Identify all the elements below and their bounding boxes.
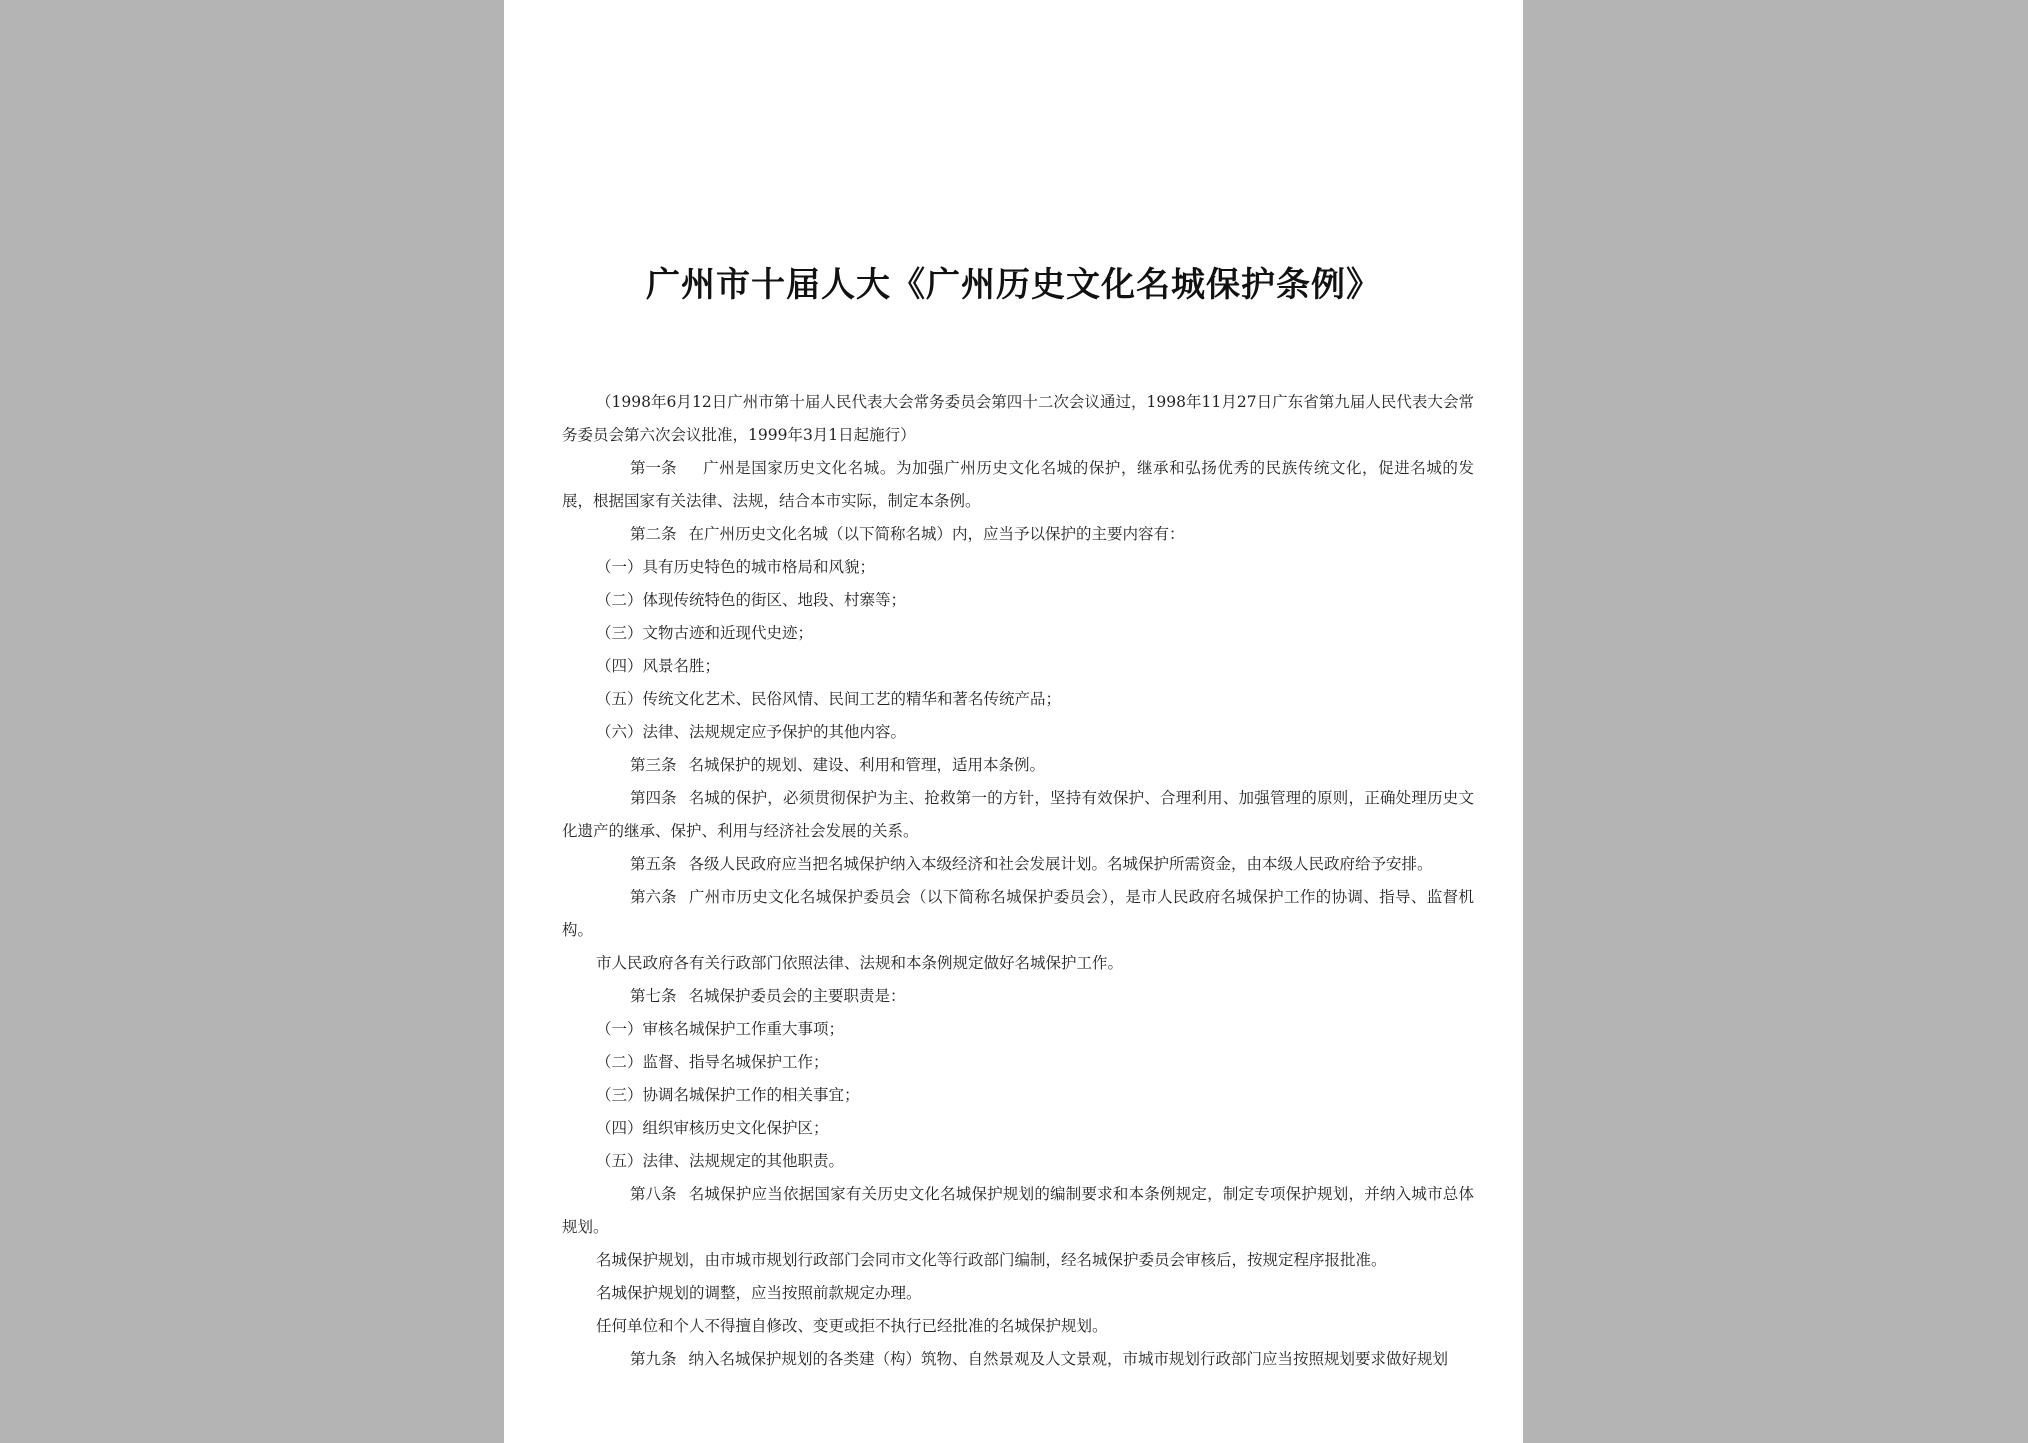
article-paragraph [562,782,1474,848]
list-item-text: （三）文物古迹和近现代史迹； [596,624,814,642]
article-number: 第九条 [630,1350,677,1368]
article-number: 第五条 [630,855,677,873]
article-number: 第四条 [630,789,677,807]
article-number: 第六条 [630,888,677,906]
article-text: 名城的保护，必须贯彻保护为主、抢救第一的方针，坚持有效保护、合理利用、加强管理的原则，正确处理历史文化遗产的继承、保护、利用与经济社会发展的关系。 [562,789,1474,840]
article-number: 第二条 [630,525,677,543]
paragraph [562,1244,1474,1277]
list-item [562,650,1474,683]
article-paragraph [562,1343,1474,1376]
document-page [504,0,1523,1443]
list-item [562,1112,1474,1145]
list-item [562,1013,1474,1046]
article-number: 第一条 [630,459,677,477]
paragraph-text: 市人民政府各有关行政部门依照法律、法规和本条例规定做好名城保护工作。 [596,954,1124,972]
paragraph [562,1310,1474,1343]
list-item [562,1145,1474,1178]
list-item-text: （一）审核名城保护工作重大事项； [596,1020,845,1038]
article-number: 第八条 [630,1185,677,1203]
article-text: 在广州历史文化名城（以下简称名城）内，应当予以保护的主要内容有： [688,525,1185,543]
article-text: 名城保护应当依据国家有关历史文化名城保护规划的编制要求和本条例规定，制定专项保护规划，并纳入城市总体规划。 [562,1185,1474,1236]
list-item [562,617,1474,650]
article-paragraph [562,848,1474,881]
list-item-text: （六）法律、法规规定应予保护的其他内容。 [596,723,907,741]
list-item-text: （二）体现传统特色的街区、地段、村寨等； [596,591,907,609]
article-paragraph [562,881,1474,947]
article-paragraph [562,1178,1474,1244]
article-paragraph [562,980,1474,1013]
paragraph-text: 名城保护规划的调整，应当按照前款规定办理。 [596,1284,922,1302]
article-text: 名城保护的规划、建设、利用和管理，适用本条例。 [688,756,1046,774]
document-title: 广州市十届人大《广州历史文化名城保护条例》 [646,265,1381,305]
article-number: 第七条 [630,987,677,1005]
list-item [562,716,1474,749]
list-item-text: （一）具有历史特色的城市格局和风貌； [596,558,876,576]
document-body [562,386,1474,1376]
article-paragraph [562,749,1474,782]
list-item [562,683,1474,716]
article-text: 广州市历史文化名城保护委员会（以下简称名城保护委员会），是市人民政府名城保护工作的协调、指导、监督机构。 [562,888,1474,939]
article-text: 名城保护委员会的主要职责是： [688,987,906,1005]
article-paragraph [562,518,1474,551]
list-item-text: （四）组织审核历史文化保护区； [596,1119,829,1137]
paragraph [562,1277,1474,1310]
list-item-text: （二）监督、指导名城保护工作； [596,1053,829,1071]
paragraph-text: 任何单位和个人不得擅自修改、变更或拒不执行已经批准的名城保护规划。 [596,1317,1108,1335]
paragraph [562,947,1474,980]
list-item [562,1046,1474,1079]
list-item-text: （三）协调名城保护工作的相关事宜； [596,1086,860,1104]
article-text: 广州是国家历史文化名城。为加强广州历史文化名城的保护，继承和弘扬优秀的民族传统文化，促进名城的发展，根据国家有关法律、法规，结合本市实际，制定本条例。 [562,459,1474,510]
list-item [562,551,1474,584]
article-text: 各级人民政府应当把名城保护纳入本级经济和社会发展计划。名城保护所需资金，由本级人民政府给予安排。 [688,855,1433,873]
article-text: 纳入名城保护规划的各类建（构）筑物、自然景观及人文景观，市城市规划行政部门应当按照规划要求做好规划 [688,1350,1449,1368]
list-item-text: （五）法律、法规规定的其他职责。 [596,1152,845,1170]
paragraph-text: 名城保护规划，由市城市规划行政部门会同市文化等行政部门编制，经名城保护委员会审核后，按规定程序报批准。 [596,1251,1387,1269]
list-item [562,1079,1474,1112]
list-item-text: （四）风景名胜； [596,657,721,675]
preamble: （1998年6月12日广州市第十届人民代表大会常务委员会第四十二次会议通过，1998年11月27日广东省第九届人民代表大会常务委员会第六次会议批准，1999年3月1日起施行） [562,393,1474,444]
article-paragraph [562,452,1474,518]
article-number: 第三条 [630,756,677,774]
list-item-text: （五）传统文化艺术、民俗风情、民间工艺的精华和著名传统产品； [596,690,1062,708]
list-item [562,584,1474,617]
